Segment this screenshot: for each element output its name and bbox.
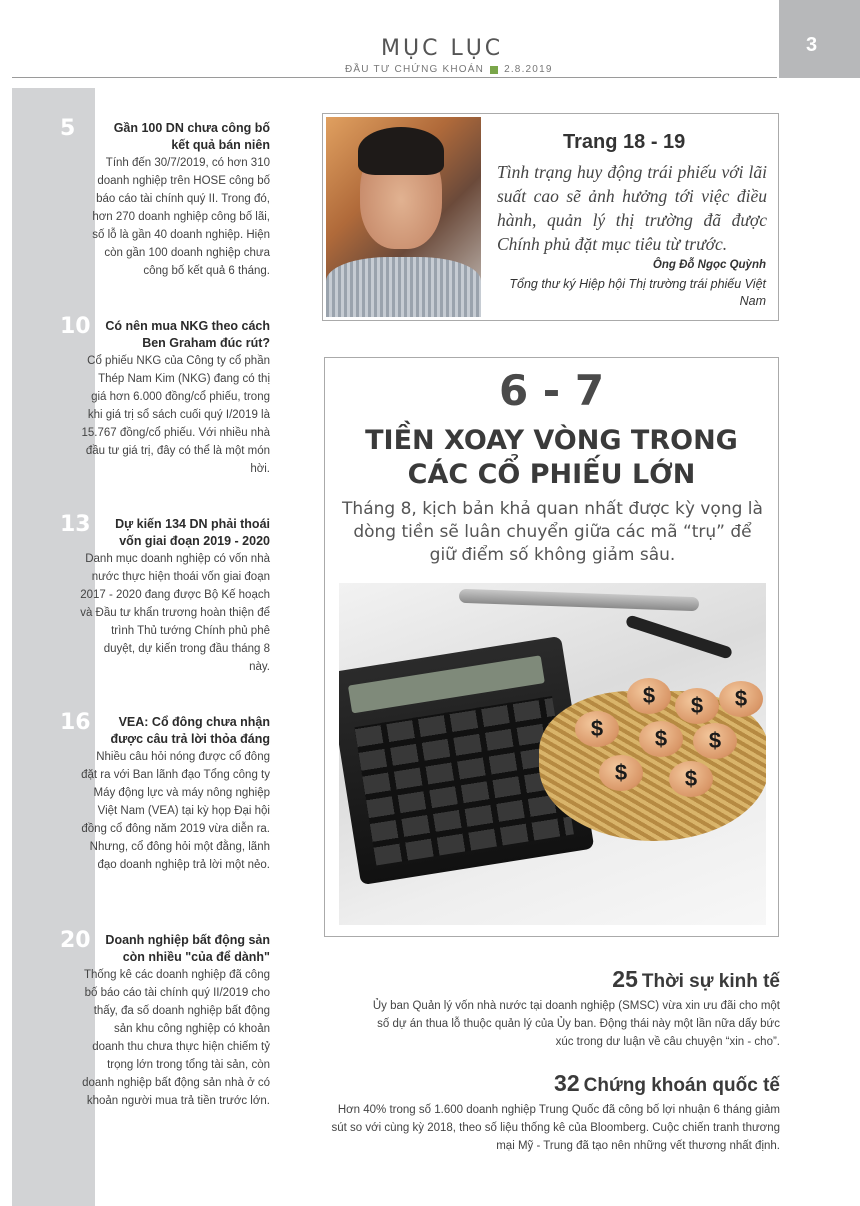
- toc-item[interactable]: [60, 512, 270, 676]
- cover-story-pages: 6 - 7: [498, 366, 605, 415]
- toc-section-title: Chứng khoán quốc tế: [583, 1075, 780, 1096]
- toc-title[interactable]: Dự kiến 134 DN phải thoái vốn giai đoạn 2019 - 2020: [115, 517, 270, 548]
- toc-section[interactable]: [360, 966, 780, 1051]
- cover-story-title[interactable]: TIỀN XOAY VÒNG TRONG CÁC CỔ PHIẾU LỚN: [365, 425, 738, 490]
- toc-summary: Nhiều câu hỏi nóng được cổ đông đặt ra với Ban lãnh đạo Tổng công ty Máy động lực và máy nông nghiệp Việt Nam (VEA) tại kỳ họp Đại hội đồng cổ đông năm 2019 vừa diễn ra. Nhưng, cổ đông hỏi một đằng, lãnh đạo doanh nghiệp trả lời một nẻo.: [81, 751, 270, 871]
- toc-item[interactable]: [60, 314, 270, 478]
- toc-page-number: 13: [60, 512, 91, 537]
- toc-title[interactable]: Doanh nghiệp bất động sản còn nhiều "của để dành": [105, 933, 270, 964]
- toc-title[interactable]: Có nên mua NKG theo cách Ben Graham đúc rút?: [105, 319, 270, 350]
- quote-author-role: Tổng thư ký Hiệp hội Thị trường trái phiếu Việt Nam: [509, 277, 766, 308]
- toc-page-number: 5: [60, 116, 76, 141]
- toc-section[interactable]: [325, 1070, 780, 1155]
- cover-story-image: [339, 583, 766, 925]
- page-number: 3: [806, 34, 818, 56]
- toc-item[interactable]: [60, 710, 270, 874]
- toc-summary: Tính đến 30/7/2019, có hơn 310 doanh nghiệp trên HOSE công bố báo cáo tài chính quý II. Trong đó, hơn 270 doanh nghiệp công bố lãi, số lỗ là gần 40 doanh nghiệp. Hiện còn gần 100 doanh nghiệp chưa công bố kết quả 6 tháng.: [92, 157, 270, 277]
- dollar-egg-icon: $: [639, 721, 683, 757]
- pen-cap-illustration: [625, 614, 733, 659]
- toc-item[interactable]: [60, 928, 270, 1110]
- toc-summary: Danh mục doanh nghiệp có vốn nhà nước thực hiện thoái vốn giai đoạn 2017 - 2020 đang được Bộ Kế hoạch và Đầu tư khẩn trương hoàn thiện để trình Thủ tướng Chính phủ phê duyệt, dự kiến trong đầu tháng 8 này.: [80, 553, 270, 673]
- publication-line: [345, 64, 553, 75]
- toc-page-number: 16: [60, 710, 91, 735]
- dollar-egg-icon: $: [675, 688, 719, 724]
- author-photo: [326, 117, 481, 317]
- quote-page-ref[interactable]: Trang 18 - 19: [563, 131, 686, 153]
- page-tab: [779, 0, 860, 78]
- toc-title[interactable]: VEA: Cổ đông chưa nhận được câu trả lời thỏa đáng: [110, 715, 270, 746]
- dollar-egg-icon: $: [693, 723, 737, 759]
- section-title: MỤC LỤC: [381, 36, 504, 61]
- toc-section-heading[interactable]: [360, 966, 780, 993]
- toc-page-number: 32: [554, 1070, 580, 1096]
- toc-title[interactable]: Gần 100 DN chưa công bố kết quả bán niên: [113, 121, 270, 152]
- issue-date: 2.8.2019: [504, 64, 553, 75]
- toc-section-title: Thời sự kinh tế: [641, 971, 780, 992]
- photo-hair: [358, 127, 444, 175]
- dollar-egg-icon: $: [599, 755, 643, 791]
- quote-author: Ông Đỗ Ngọc Quỳnh: [652, 259, 766, 271]
- toc-section-summary: Ủy ban Quản lý vốn nhà nước tại doanh nghiệp (SMSC) vừa xin ưu đãi cho một số dự án thua lỗ thuộc quản lý của Ủy ban. Động thái này một lần nữa dấy bức xúc trong dư luận về câu chuyện “xin - cho”.: [372, 1000, 780, 1048]
- toc-page-number: 10: [60, 314, 91, 339]
- dollar-egg-icon: $: [669, 761, 713, 797]
- publication-name: ĐẦU TƯ CHỨNG KHOÁN: [345, 64, 485, 75]
- toc-summary: Thống kê các doanh nghiệp đã công bố báo cáo tài chính quý II/2019 cho thấy, đa số doanh nghiệp bất động sản khu công nghiệp có khoản doanh thu chưa thực hiện chiếm tỷ trọng lớn trong tổng tài sản, còn doanh nghiệp bất động sản nhà ở có khoản người mua trả tiền trước lớn.: [82, 969, 270, 1107]
- dollar-egg-icon: $: [575, 711, 619, 747]
- dollar-egg-icon: $: [719, 681, 763, 717]
- toc-section-summary: Hơn 40% trong số 1.600 doanh nghiệp Trung Quốc đã công bố lợi nhuận 6 tháng giảm sút so với cùng kỳ 2018, theo số liệu thống kê của Bloomberg. Cuộc chiến tranh thương mại Mỹ - Trung đã tạo nên những vết thương nhất định.: [331, 1104, 780, 1152]
- quote-text: Tình trạng huy động trái phiếu với lãi suất cao sẽ ảnh hưởng tới việc điều hành, quản lý thị trường đã được Chính phủ đặt mục tiêu từ trước.: [497, 162, 767, 254]
- photo-shirt: [326, 257, 481, 317]
- dollar-egg-icon: $: [627, 678, 671, 714]
- pen-illustration: [459, 589, 699, 611]
- featured-quote-box[interactable]: [322, 113, 779, 321]
- toc-page-number: 20: [60, 928, 91, 953]
- cover-story-box[interactable]: [324, 357, 779, 937]
- square-bullet-icon: [490, 66, 498, 74]
- header-divider: [12, 77, 777, 78]
- toc-section-heading[interactable]: [325, 1070, 780, 1097]
- toc-item[interactable]: [60, 116, 270, 280]
- toc-summary: Cổ phiếu NKG của Công ty cổ phần Thép Nam Kim (NKG) đang có thị giá hơn 6.000 đồng/cổ phiếu, trong khi giá trị sổ sách cuối quý I/2019 là 15.767 đồng/cổ phiếu. Với nhiều nhà đầu tư giá trị, đây có thể là một món hời.: [81, 355, 270, 475]
- page-header: [0, 0, 860, 80]
- toc-page-number: 25: [612, 966, 638, 992]
- cover-story-lead: Tháng 8, kịch bản khả quan nhất được kỳ vọng là dòng tiền sẽ luân chuyển giữa các mã “trụ” để giữ điểm số không giảm sâu.: [342, 499, 763, 565]
